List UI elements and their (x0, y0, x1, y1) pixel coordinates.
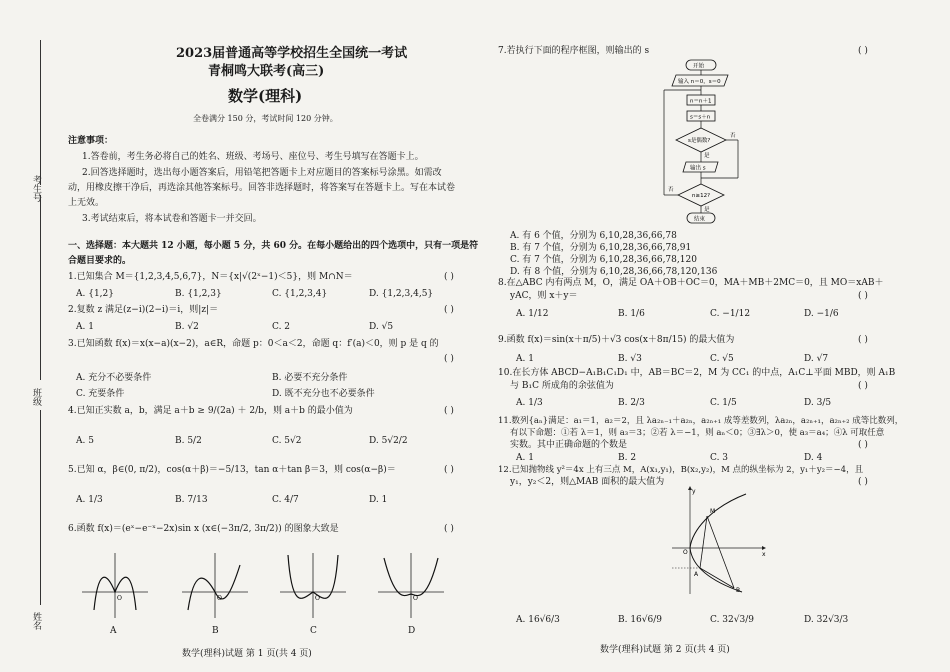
q9-stem: 9.函数 f(x)＝sin(x＋π/5)＋√3 cos(x＋8π/15) 的最大值为 (498, 335, 735, 345)
q3-option-a: A. 充分不必要条件 (76, 373, 152, 383)
q2-option-a: A. 1 (76, 322, 94, 332)
q5-stem: 5.已知 α，β∈(0, π/2)，cos(α＋β)＝−5/13，tan α＋tan β＝3，则 cos(α−β)＝ (68, 465, 396, 475)
q12-stem-cont: y₁，y₂＜2，则△MAB 面积的最大值为 (510, 477, 665, 487)
q2-option-b: B. √2 (175, 322, 199, 332)
side-line (40, 195, 41, 380)
note-line: 上无效。 (68, 198, 105, 208)
q4-option-d: D. 5√2/2 (369, 436, 408, 446)
q2-stem: 2.复数 z 满足(z−i)(2−i)＝i，则|z|＝ (68, 305, 219, 315)
q12-option-b: B. 16√6/9 (618, 615, 663, 625)
flow-no-2: 否 (668, 187, 674, 193)
q1-stem: 1.已知集合 M＝{1,2,3,4,5,6,7}，N＝{x|√(2ˣ−1)＜5}，则 M∩N＝ (68, 272, 353, 282)
section-header-cont: 合题目要求的。 (68, 256, 132, 266)
flow-end-label: 结束 (694, 216, 706, 223)
score-time: 全卷满分 150 分，考试时间 120 分钟。 (193, 114, 338, 123)
q12-option-a: A. 16√6/3 (516, 615, 560, 625)
q3-option-d: D. 既不充分也不必要条件 (272, 389, 375, 399)
q11-stem-cont: 有以下命题：①若 λ＝1，则 a₃＝3；②若 λ＝−1，则 aₙ＜0；③∃λ＞0，使 a₃＝a₄；④λ 可取任意 (510, 428, 885, 438)
q6-label-c: C (310, 626, 317, 636)
q6-graph-c (278, 550, 348, 620)
q10-option-b: B. 2/3 (618, 398, 645, 408)
q3-option-b: B. 必要不充分条件 (272, 373, 348, 383)
note-line: 1.答卷前，考生务必将自己的姓名、班级、考场号、座位号、考生号填写在答题卡上。 (82, 152, 424, 162)
flow-even-check: s是偶数? (688, 138, 711, 144)
q7-option-a: A. 有 6 个值，分别为 6,10,28,36,66,78 (510, 231, 677, 241)
q1-option-c: C. {1,2,3,4} (272, 289, 328, 299)
q1-option-a: A. {1,2} (76, 289, 114, 299)
q12-option-c: C. 32√3/9 (710, 615, 754, 625)
q11-option-b: B. 2 (618, 453, 637, 463)
q10-option-c: C. 1/5 (710, 398, 737, 408)
svg-text:O: O (117, 595, 122, 602)
q8-option-a: A. 1/12 (516, 309, 549, 319)
q8-option-b: B. 1/6 (618, 309, 645, 319)
q11-stem-cont2: 实数。其中正确命题的个数是 (510, 440, 628, 450)
flow-yes-2: 是 (704, 207, 710, 213)
q12-parabola-figure (670, 486, 770, 596)
note-line: 2.回答选择题时，选出每小题答案后，用铅笔把答题卡上对应题目的答案标号涂黑。如需改 (82, 168, 442, 178)
page-footer-left: 数学(理科)试题 第 1 页(共 4 页) (182, 649, 312, 659)
flow-limit-check: n≥12? (692, 193, 711, 199)
note-line: 3.考试结束后，将本试卷和答题卡一并交回。 (82, 214, 262, 224)
flow-output: 输出 s (690, 165, 706, 172)
q11-option-d: D. 4 (804, 453, 823, 463)
q7-flowchart (652, 58, 752, 228)
q5-option-a: A. 1/3 (76, 495, 103, 505)
q10-answer-paren: ( ) (858, 381, 868, 391)
q5-option-b: B. 7/13 (175, 495, 208, 505)
q6-answer-paren: ( ) (444, 524, 454, 534)
q11-stem: 11.数列{aₙ}满足：a₁＝1，a₂＝2，且 λa₂ₙ₋₁＋a₂ₙ，a₂ₙ₊₁ 成等差数列，λa₂ₙ，a₂ₙ₊₁，a₂ₙ₊₂ 成等比数列， (498, 416, 904, 426)
flow-step-n: n＝n＋1 (690, 98, 712, 105)
q12-option-d: D. 32√3/3 (804, 615, 849, 625)
q4-answer-paren: ( ) (444, 406, 454, 416)
svg-text:y: y (692, 488, 696, 495)
q6-label-b: B (212, 626, 219, 636)
subject-title: 数学(理科) (228, 87, 303, 105)
q1-option-b: B. {1,2,3} (175, 289, 222, 299)
svg-text:x: x (762, 551, 766, 558)
q6-stem: 6.函数 f(x)＝(eˣ−e⁻ˣ−2x)sin x (x∈(−3π/2, 3π/2)) 的图象大致是 (68, 524, 339, 534)
q5-answer-paren: ( ) (444, 465, 454, 475)
svg-text:O: O (315, 595, 320, 602)
q10-option-d: D. 3/5 (804, 398, 832, 408)
notes-header: 注意事项： (68, 136, 114, 146)
q7-answer-paren: ( ) (858, 46, 868, 56)
q9-answer-paren: ( ) (858, 335, 868, 345)
exam-subtitle: 青桐鸣大联考(高三) (208, 64, 325, 79)
exam-title: 2023届普通高等学校招生全国统一考试 (176, 46, 408, 61)
svg-text:O: O (683, 549, 688, 556)
q9-option-b: B. √3 (618, 354, 642, 364)
q3-option-c: C. 充要条件 (76, 389, 125, 399)
flow-yes-1: 是 (704, 153, 710, 159)
side-label-student-no: 考生号 (31, 175, 41, 202)
q5-option-d: D. 1 (369, 495, 388, 505)
flow-start-label: 开始 (693, 63, 705, 70)
q8-stem-cont: yAC，则 x＋y＝ (510, 291, 578, 301)
q10-stem-cont: 与 B₁C 所成角的余弦值为 (510, 381, 614, 391)
svg-text:B: B (736, 587, 741, 594)
q6-graph-d (376, 550, 446, 620)
svg-text:M: M (710, 508, 716, 515)
q4-option-b: B. 5/2 (175, 436, 202, 446)
q7-option-b: B. 有 7 个值，分别为 6,10,28,36,66,78,91 (510, 243, 692, 253)
q4-option-a: A. 5 (76, 436, 94, 446)
flow-input-label: 输入 n＝0，s＝0 (678, 79, 721, 85)
q9-option-d: D. √7 (804, 354, 829, 364)
q3-stem: 3.已知函数 f(x)＝x(x−a)(x−2)，a∈R，命题 p：0＜a＜2，命题 q：f′(a)＜0，则 p 是 q 的 (68, 339, 439, 349)
q10-option-a: A. 1/3 (516, 398, 543, 408)
q9-option-a: A. 1 (516, 354, 534, 364)
q4-option-c: C. 5√2 (272, 436, 302, 446)
page-footer-right: 数学(理科)试题 第 2 页(共 4 页) (600, 645, 730, 655)
q7-option-c: C. 有 7 个值，分别为 6,10,28,36,66,78,120 (510, 255, 697, 265)
q4-stem: 4.已知正实数 a，b，满足 a＋b ≥ 9/(2a) ＋ 2/b，则 a＋b 的最小值为 (68, 406, 353, 416)
q2-option-d: D. √5 (369, 322, 394, 332)
q7-stem: 7.若执行下面的程序框图，则输出的 s (498, 46, 650, 56)
q6-graph-a (80, 550, 150, 620)
side-line (40, 40, 41, 185)
q7-option-d: D. 有 8 个值，分别为 6,10,28,36,66,78,120,136 (510, 267, 718, 277)
q1-answer-paren: ( ) (444, 272, 454, 282)
q8-stem: 8.在△ABC 内有两点 M，O，满足 OA＋OB＋OC＝0，MA＋MB＋2MC＝0，且 MO＝xAB＋ (498, 278, 884, 288)
side-line (40, 410, 41, 605)
q1-option-d: D. {1,2,3,4,5} (369, 289, 434, 299)
q3-answer-paren: ( ) (444, 354, 454, 364)
q9-option-c: C. √5 (710, 354, 734, 364)
q8-option-d: D. −1/6 (804, 309, 839, 319)
svg-text:O: O (413, 595, 418, 602)
side-label-class: 班级 (31, 388, 41, 406)
q12-stem: 12.已知抛物线 y²＝4x 上有三点 M，A(x₁,y₁)，B(x₂,y₂)，M 点的纵坐标为 2，y₁＋y₂＝−4，且 (498, 465, 864, 475)
flow-step-s: s＝s＋n (690, 114, 711, 121)
q11-option-a: A. 1 (516, 453, 534, 463)
section-header: 一、选择题：本大题共 12 小题，每小题 5 分，共 60 分。在每小题给出的四个选项中，只有一项是符 (68, 241, 479, 251)
q10-stem: 10.在长方体 ABCD−A₁B₁C₁D₁ 中，AB＝BC＝2，M 为 CC₁ 的中点，A₁C⊥平面 MBD，则 A₁B (498, 368, 896, 378)
q2-option-c: C. 2 (272, 322, 291, 332)
q11-answer-paren: ( ) (858, 440, 868, 450)
q6-label-a: A (110, 626, 117, 636)
q12-answer-paren: ( ) (858, 477, 868, 487)
q6-label-d: D (408, 626, 416, 636)
note-line: 动，用橡皮擦干净后，再选涂其他答案标号。回答非选择题时，将答案写在答题卡上。写在本试卷 (68, 183, 456, 193)
flow-no-1: 否 (730, 133, 736, 139)
q8-answer-paren: ( ) (858, 291, 868, 301)
q8-option-c: C. −1/12 (710, 309, 751, 319)
q6-graph-b (180, 550, 250, 620)
q2-answer-paren: ( ) (444, 305, 454, 315)
q11-option-c: C. 3 (710, 453, 729, 463)
svg-text:O: O (217, 595, 222, 602)
q5-option-c: C. 4/7 (272, 495, 299, 505)
side-label-name: 姓名 (31, 612, 41, 630)
svg-text:A: A (694, 571, 699, 578)
